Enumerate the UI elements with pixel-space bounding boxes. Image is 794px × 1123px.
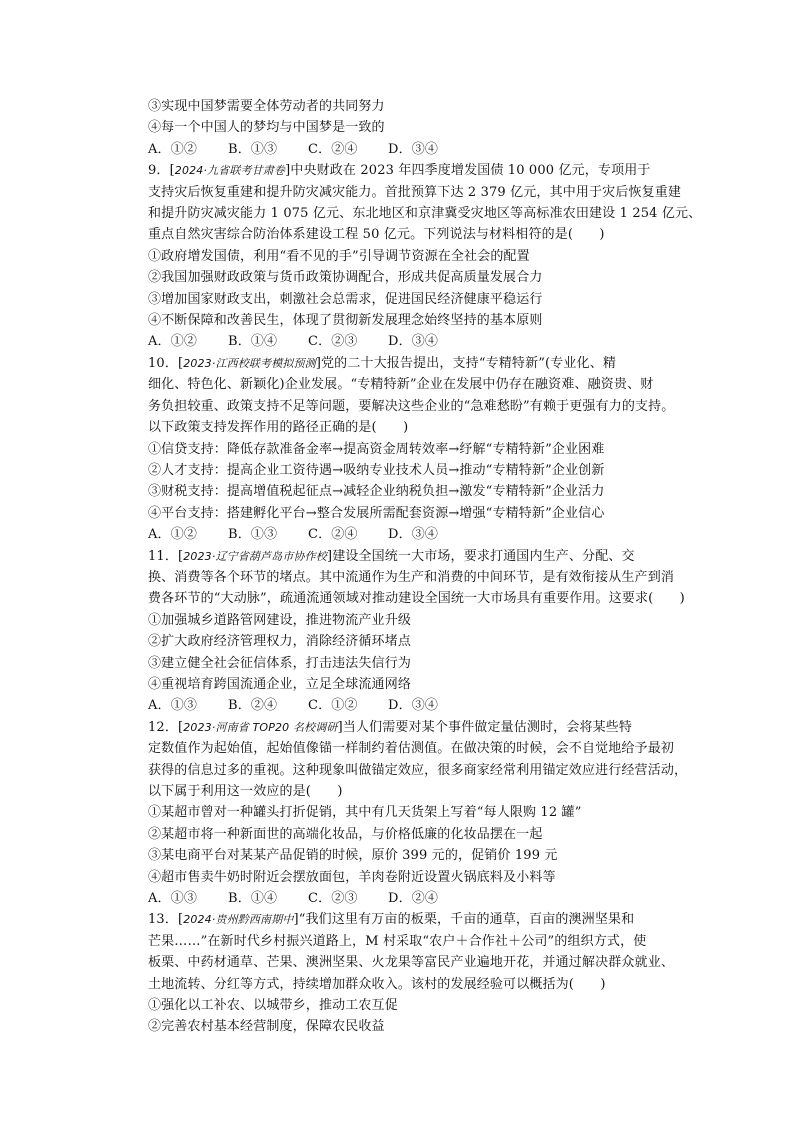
q13-source: 2024·贵州黔西南期中	[183, 913, 294, 927]
q10-option-4: ④平台支持：搭建孵化平台→整合发展所需配套资源→增强“专精特新”企业信心	[148, 505, 605, 521]
q12-stem-line-4: 以下属于利用这一效应的是( )	[148, 784, 343, 799]
q12-choices	[148, 888, 648, 909]
q11-source: 2023·辽宁省葫芦岛市协作校	[183, 549, 327, 563]
q9-source: 2024·九省联考甘肃卷	[174, 164, 286, 178]
q10-option-3: ③财税支持：提高增值税起征点→减轻企业纳税负担→激发“专精特新”企业活力	[148, 484, 605, 500]
q9-number: 9．[	[148, 163, 175, 179]
q13-text-1: ]“我们这里有万亩的板栗，千亩的通草，百亩的澳洲坚果和	[293, 912, 635, 928]
q13-option-1: ①强化以工补农、以城带乡，推动工农互促	[148, 998, 398, 1014]
q10-option-1: ①信贷支持：降低存款准备金率→提高资金周转效率→纾解“专精特新”企业困难	[148, 441, 605, 457]
q13-stem-line-1	[148, 909, 648, 930]
q11-option-3: ③建立健全社会征信体系，打击违法失信行为	[148, 655, 412, 671]
q11-choice-d: D．③④	[388, 698, 439, 714]
q11-choice-a: A．①③	[148, 698, 197, 714]
q8-choice-b: B．①③	[228, 141, 278, 157]
q10-source: 2023·江西校联考模拟预测	[183, 356, 316, 370]
q8-choice-c: C．②④	[308, 141, 358, 157]
q10-number: 10．[	[148, 355, 184, 371]
q11-option-2: ②扩大政府经济管理权力，消除经济循环堵点	[148, 634, 412, 650]
q8-choice-d: D．③④	[388, 141, 439, 157]
q9-choice-b: B．①④	[228, 334, 278, 350]
q9-choice-d: D．③④	[388, 334, 439, 350]
q10-option-2: ②人才支持：提高企业工资待遇→吸纳专业技术人员→推动“专精特新”企业创新	[148, 462, 605, 478]
q11-stem-line-1	[148, 546, 648, 567]
q12-source: 2023·河南省 TOP20 名校调研	[183, 720, 338, 734]
q9-stem-line-1	[148, 160, 651, 181]
q10-stem-line-3: 务负担较重、政策支持不足等问题，要解决这些企业的“急难愁盼”有赖于更强有力的支持。	[148, 398, 675, 414]
q10-choice-d: D．③④	[388, 527, 439, 543]
q9-stem-line-2: 支持灾后恢复重建和提升防灾减灾能力。首批预算下达 2 379 亿元，其中用于灾后恢复重建	[148, 184, 682, 200]
q12-choice-b: B．①④	[228, 891, 278, 907]
q12-number: 12．[	[148, 719, 184, 735]
q10-text-1: ]党的二十大报告提出，支持“专精特新”(专业化、精	[315, 355, 616, 371]
q12-option-3: ③某电商平台对某某产品促销的时候，原价 399 元的，促销价 199 元	[148, 848, 558, 864]
q11-choice-c: C．①②	[308, 698, 358, 714]
q12-text-1: ]当人们需要对某个事件做定量估测时，会将某些特	[337, 719, 633, 735]
q11-choices	[148, 695, 648, 716]
document-page	[148, 96, 702, 1038]
q11-stem-line-2: 换、消费等各个环节的堵点。其中流通作为生产和消费的中间环节，是有效衔接从生产到消	[148, 569, 675, 585]
q8-option-3: ③实现中国梦需要全体劳动者的共同努力	[148, 99, 385, 114]
q10-choice-c: C．②④	[308, 527, 358, 543]
q12-stem-line-2: 定数值作为起始值，起始值像锚一样制约着估测值。在做决策的时候，会不自觉地给予最初	[148, 741, 675, 757]
q11-stem-line-3: 费各环节的“大动脉”，疏通流通领域对推动建设全国统一大市场具有重要作用。这要求( )	[148, 591, 685, 607]
q10-stem-line-2: 细化、特色化、新颖化)企业发展。“专精特新”企业在发展中仍存在融资难、融资贵、财	[148, 377, 654, 393]
q10-choices	[148, 524, 648, 545]
q13-stem-line-2: 芒果……”在新时代乡村振兴道路上，M 村采取“农户＋合作社＋公司”的组织方式，使	[148, 933, 647, 949]
q12-choice-a: A．①③	[148, 891, 197, 907]
q11-choice-b: B．②④	[228, 698, 278, 714]
q12-choice-c: C．②③	[308, 891, 358, 907]
q11-text-1: ]建设全国统一大市场，要求打通国内生产、分配、交	[326, 548, 635, 564]
q11-number: 11．[	[148, 548, 184, 564]
q9-choice-c: C．②③	[308, 334, 358, 350]
q10-choice-a: A．①②	[148, 527, 197, 543]
q10-stem-line-4: 以下政策支持发挥作用的路径正确的是( )	[148, 420, 409, 436]
q9-option-4: ④不断保障和改善民生，体现了贯彻新发展理念始终坚持的基本原则	[148, 313, 543, 329]
q13-stem-line-4: 土地流转、分红等方式，持续增加群众收入。该村的发展经验可以概括为( )	[148, 976, 606, 992]
q13-stem-line-3: 板栗、中药材通草、芒果、澳洲坚果、火龙果等富民产业遍地开花，并通过解决群众就业、	[148, 955, 675, 971]
q9-stem-line-3: 和提升防灾减灾能力 1 075 亿元、东北地区和京津冀受灾地区等高标准农田建设 1 254 亿元、	[148, 206, 702, 222]
q9-choice-a: A．①②	[148, 334, 197, 350]
q9-stem-line-4: 重点自然灾害综合防治体系建设工程 50 亿元。下列说法与材料相符的是( )	[148, 227, 605, 243]
q8-option-4: ④每一个中国人的梦均与中国梦是一致的	[148, 120, 385, 136]
q13-number: 13．[	[148, 912, 184, 928]
q13-option-2: ②完善农村基本经营制度，保障农民收益	[148, 1019, 385, 1035]
q12-choice-d: D．②④	[388, 891, 439, 907]
q12-option-1: ①某超市曾对一种罐头打折促销，其中有几天货架上写着“每人限购 12 罐”	[148, 805, 582, 821]
q12-option-2: ②某超市将一种新面世的高端化妆品，与价格低廉的化妆品摆在一起	[148, 826, 543, 842]
q10-stem-line-1	[148, 353, 648, 374]
q9-choices	[148, 331, 648, 352]
q9-text-1: ]中央财政在 2023 年四季度增发国债 10 000 亿元，专项用于	[285, 163, 651, 179]
q12-stem-line-1	[148, 717, 648, 738]
q8-choices	[148, 139, 648, 160]
q9-option-3: ③增加国家财政支出，刺激社会总需求，促进国民经济健康平稳运行	[148, 291, 543, 307]
q10-choice-b: B．①③	[228, 527, 278, 543]
q9-option-2: ②我国加强财政政策与货币政策协调配合，形成共促高质量发展合力	[148, 270, 543, 286]
q12-option-4: ④超市售卖牛奶时附近会摆放面包，羊肉卷附近设置火锅底料及小料等	[148, 869, 556, 885]
q12-stem-line-3: 获得的信息过多的重视。这种现象叫做锚定效应，很多商家经常利用锚定效应进行经营活动，	[148, 762, 688, 778]
q11-option-4: ④重视培育跨国流通企业，立足全球流通网络	[148, 676, 412, 692]
q8-choice-a: A．①②	[148, 141, 197, 157]
q9-option-1: ①政府增发国债，利用“看不见的手”引导调节资源在全社会的配置	[148, 248, 530, 264]
q11-option-1: ①加强城乡道路管网建设，推进物流产业升级	[148, 612, 412, 628]
